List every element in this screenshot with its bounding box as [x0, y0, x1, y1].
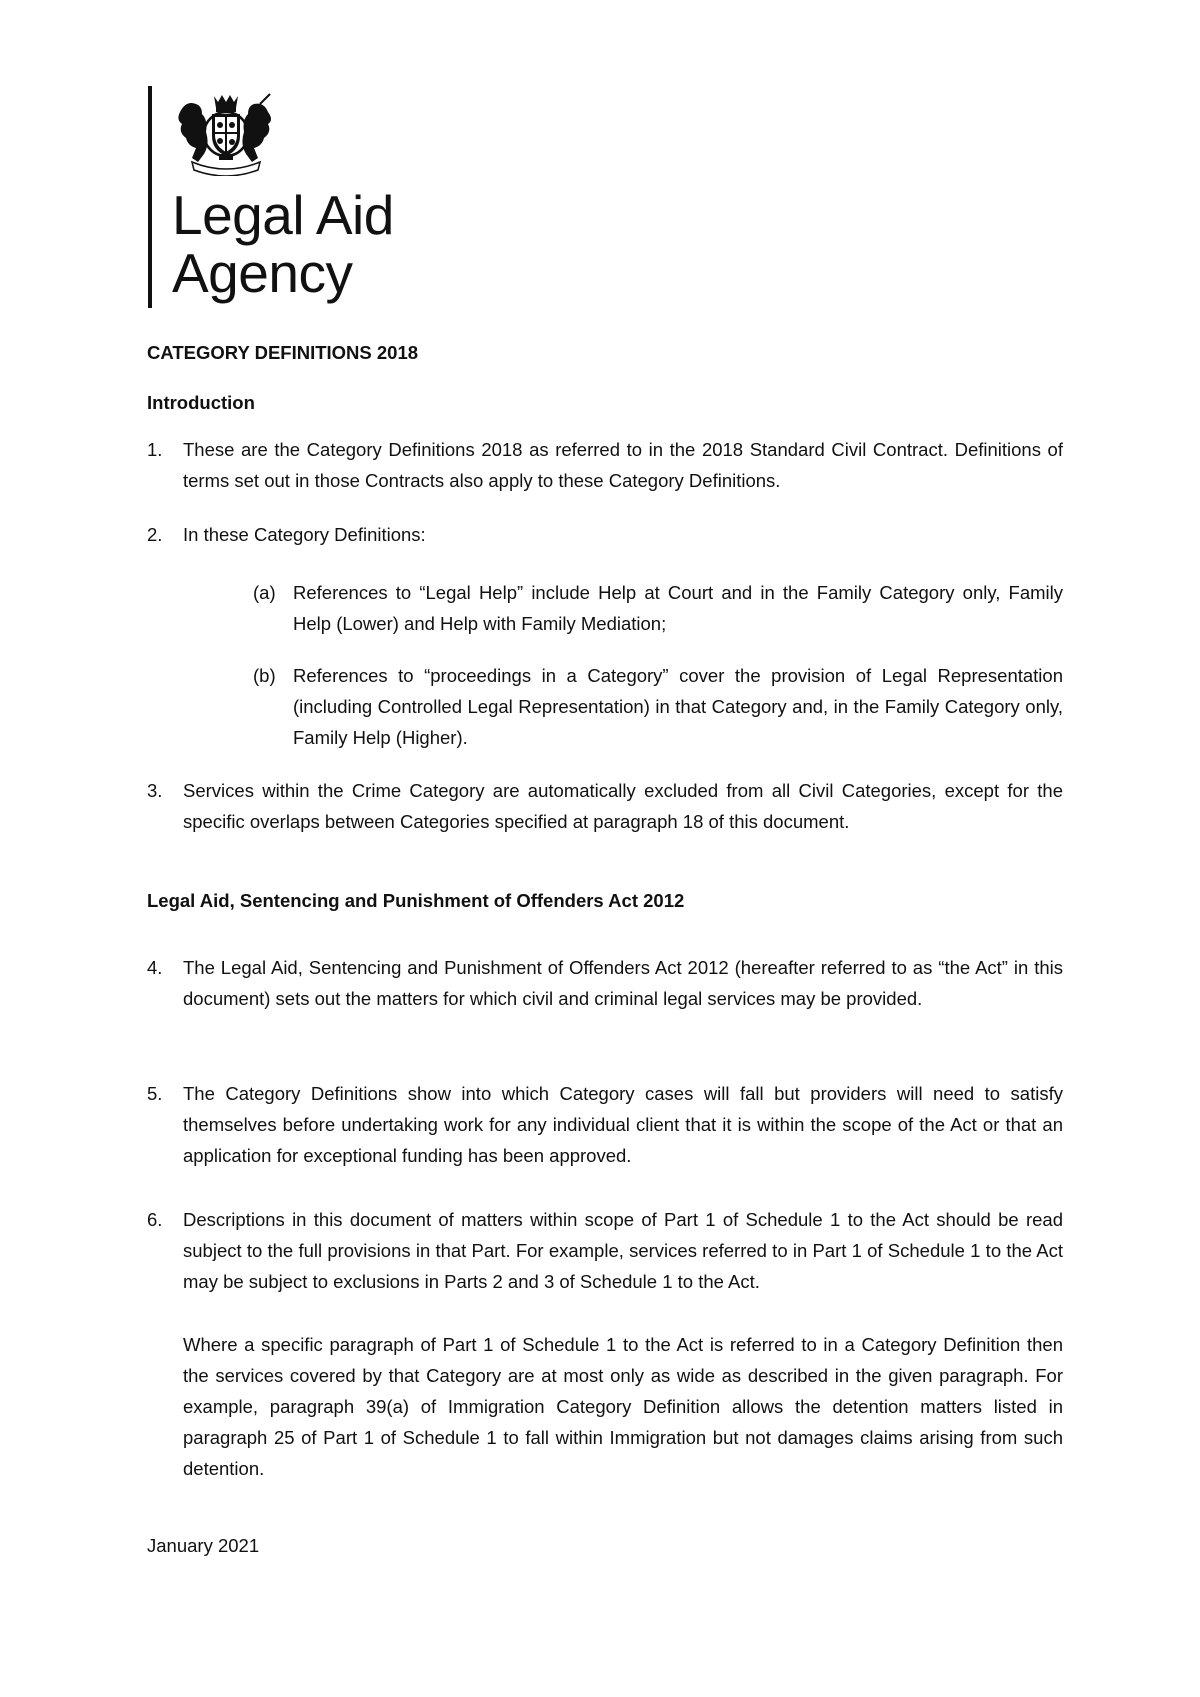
- paragraph-2: [147, 519, 1063, 550]
- paragraph-5: [147, 1078, 1063, 1171]
- logo-line-1: Legal Aid: [172, 184, 394, 246]
- paragraph-6: [147, 1204, 1063, 1297]
- logo-line-2: Agency: [172, 242, 353, 304]
- paragraph-text: These are the Category Definitions 2018 as referred to in the 2018 Standard Civil Contract. Definitions of terms set out in those Contracts also apply to these Category Definitions.: [183, 439, 1063, 491]
- paragraph-number: 6.: [147, 1209, 163, 1230]
- section-heading-laspo-act: Legal Aid, Sentencing and Punishment of Offenders Act 2012: [147, 890, 685, 911]
- document-title: CATEGORY DEFINITIONS 2018: [147, 342, 419, 363]
- paragraph-6-continuation: Where a specific paragraph of Part 1 of Schedule 1 to the Act is referred to in a Category Definition then the services covered by that Category are at most only as wide as described in the given paragraph. For example, paragraph 39(a) of Immigration Category Definition allows the detention matters listed in paragraph 25 of Part 1 of Schedule 1 to fall within Immigration but not damages claims arising from such detention.: [183, 1334, 1063, 1479]
- paragraph-number: 4.: [147, 957, 163, 978]
- paragraph-number: 5.: [147, 1083, 163, 1104]
- paragraph-text: The Legal Aid, Sentencing and Punishment of Offenders Act 2012 (hereafter referred to as “the Act” in this document) sets out the matters for which civil and criminal legal services may be provided.: [183, 957, 1063, 1009]
- logo-divider-bar: [148, 86, 152, 308]
- paragraph-text: Descriptions in this document of matters within scope of Part 1 of Schedule 1 to the Act should be read subject to the full provisions in that Part. For example, services referred to in Part 1 of Schedule 1 to the Act may be subject to exclusions in Parts 2 and 3 of Schedule 1 to the Act.: [183, 1209, 1063, 1292]
- paragraph-text: In these Category Definitions:: [183, 524, 426, 545]
- subparagraph-number: (b): [253, 665, 276, 686]
- paragraph-number: 2.: [147, 524, 163, 545]
- paragraph-3: [147, 775, 1063, 837]
- subparagraph-text: References to “Legal Help” include Help at Court and in the Family Category only, Family Help (Lower) and Help with Family Mediation;: [293, 582, 1063, 634]
- paragraph-4: [147, 952, 1063, 1014]
- paragraph-text: Services within the Crime Category are automatically excluded from all Civil Categories, except for the specific overlaps between Categories specified at paragraph 18 of this document.: [183, 780, 1063, 832]
- subparagraph-2b: [253, 660, 1063, 753]
- royal-coat-of-arms-icon: [172, 92, 276, 176]
- subparagraph-text: References to “proceedings in a Category” cover the provision of Legal Representation (including Controlled Legal Representation) in that Category and, in the Family Category only, Family Help (Higher).: [293, 665, 1063, 748]
- logo-wordmark: [172, 186, 394, 302]
- subparagraph-2a: [253, 577, 1063, 639]
- section-heading-introduction: Introduction: [147, 392, 255, 413]
- subparagraph-number: (a): [253, 582, 276, 603]
- paragraph-1: [147, 434, 1063, 496]
- legal-aid-agency-logo: [148, 86, 413, 314]
- footer-date: January 2021: [147, 1535, 260, 1556]
- paragraph-text: The Category Definitions show into which Category cases will fall but providers will need to satisfy themselves before undertaking work for any individual client that it is within the scope of the Act or that an application for exceptional funding has been approved.: [183, 1083, 1063, 1166]
- paragraph-number: 1.: [147, 439, 163, 460]
- paragraph-number: 3.: [147, 780, 163, 801]
